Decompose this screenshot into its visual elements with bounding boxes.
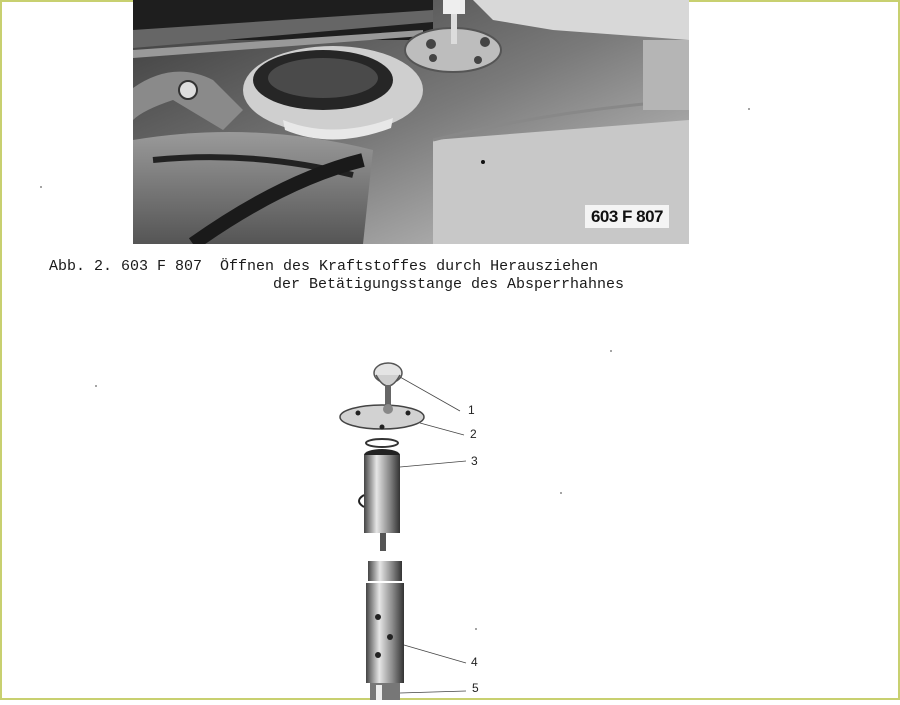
scan-speck — [475, 628, 477, 630]
callout-5: 5 — [472, 681, 479, 695]
scan-speck — [560, 492, 562, 494]
figure-caption-line1: Abb. 2. 603 F 807 Öffnen des Kraftstoffes durch Herausziehen — [49, 258, 599, 275]
shutoff-valve-parts-illustration — [320, 355, 520, 700]
photo-code-label: 603 F 807 — [585, 205, 669, 228]
callout-3: 3 — [471, 454, 478, 468]
scan-speck — [748, 108, 750, 110]
figure-caption-line2: der Betätigungsstange des Absperrhahnes — [273, 276, 625, 293]
callout-4: 4 — [471, 655, 478, 669]
scan-speck — [40, 186, 42, 188]
scan-speck — [610, 350, 612, 352]
callout-1: 1 — [468, 403, 475, 417]
scan-speck — [95, 385, 97, 387]
exploded-parts-diagram — [320, 355, 520, 700]
callout-2: 2 — [470, 427, 477, 441]
fuel-tank-photo — [133, 0, 689, 244]
